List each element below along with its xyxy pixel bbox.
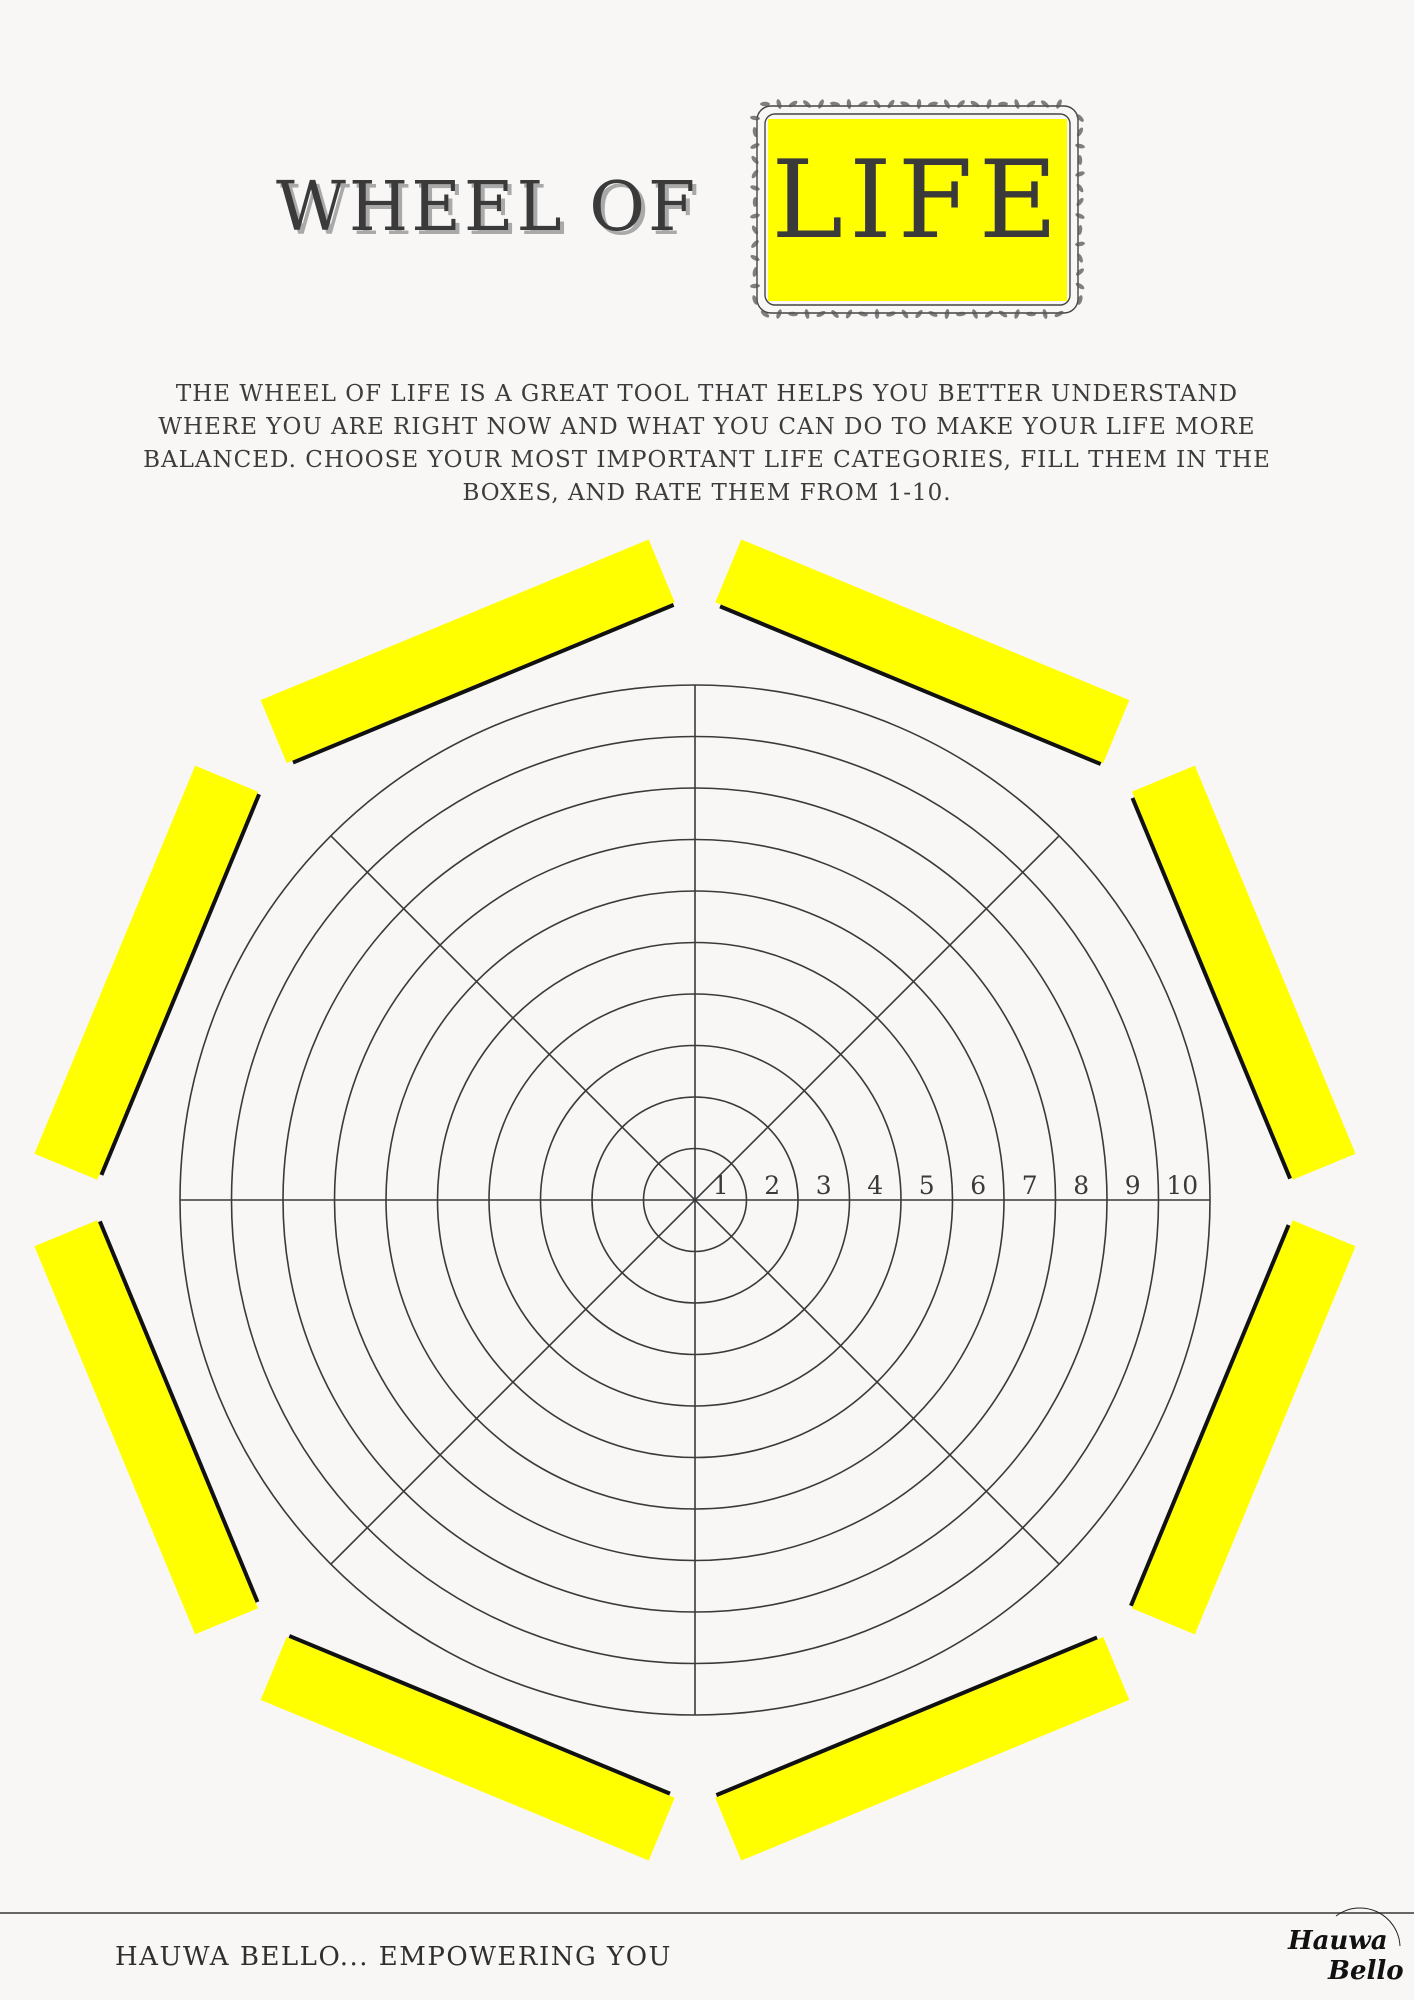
category-box-fill: [34, 766, 258, 1180]
signature-line-1: Hauwa: [1288, 1926, 1388, 1956]
footer-text: HAUWA BELLO... EMPOWERING YOU: [115, 1942, 672, 1972]
scale-label: 4: [867, 1171, 884, 1200]
category-box-fill: [715, 539, 1129, 763]
category-box-6[interactable]: [261, 1635, 676, 1860]
scale-label: 1: [712, 1171, 729, 1200]
signature-logo: [1278, 1906, 1414, 2000]
scale-label: 9: [1124, 1171, 1141, 1200]
footer-divider: [0, 1912, 1414, 1914]
category-box-fill: [715, 1637, 1129, 1861]
category-box-5[interactable]: [715, 1635, 1130, 1860]
signature-text: [1288, 1926, 1404, 1986]
life-title: LIFE: [771, 138, 1064, 263]
category-box-fill: [261, 539, 675, 763]
category-box-8[interactable]: [34, 766, 259, 1181]
page-title: WHEEL OF: [276, 168, 699, 247]
category-box-1[interactable]: [261, 539, 676, 764]
category-box-fill: [1132, 1220, 1356, 1634]
scale-label: 6: [970, 1171, 987, 1200]
scale-label: 3: [815, 1171, 832, 1200]
wheel-chart: [0, 520, 1414, 1880]
category-box-4[interactable]: [1130, 1220, 1355, 1635]
category-box-7[interactable]: [34, 1220, 259, 1635]
scale-label: 7: [1021, 1171, 1038, 1200]
scale-label: 8: [1073, 1171, 1090, 1200]
life-title-badge: [745, 92, 1090, 327]
signature-line-2: Bello: [1328, 1956, 1404, 1986]
category-box-fill: [261, 1637, 675, 1861]
scale-label: 2: [764, 1171, 781, 1200]
intro-text: THE WHEEL OF LIFE IS A GREAT TOOL THAT HELPS YOU BETTER UNDERSTAND WHERE YOU ARE RIGHT NOW AND WHAT YOU CAN DO TO MAKE YOUR LIFE MORE BALANCED. CHOOSE YOUR MOST IMPORTANT LIFE CATEGORIES, FILL THEM IN THE BOXES, AND RATE THEM FROM 1-10.: [143, 381, 1271, 506]
scale-label: 10: [1166, 1171, 1199, 1200]
scale-label: 5: [918, 1171, 935, 1200]
category-box-fill: [34, 1220, 258, 1634]
category-box-3[interactable]: [1130, 766, 1355, 1181]
category-box-2[interactable]: [715, 539, 1130, 764]
category-box-fill: [1132, 766, 1356, 1180]
